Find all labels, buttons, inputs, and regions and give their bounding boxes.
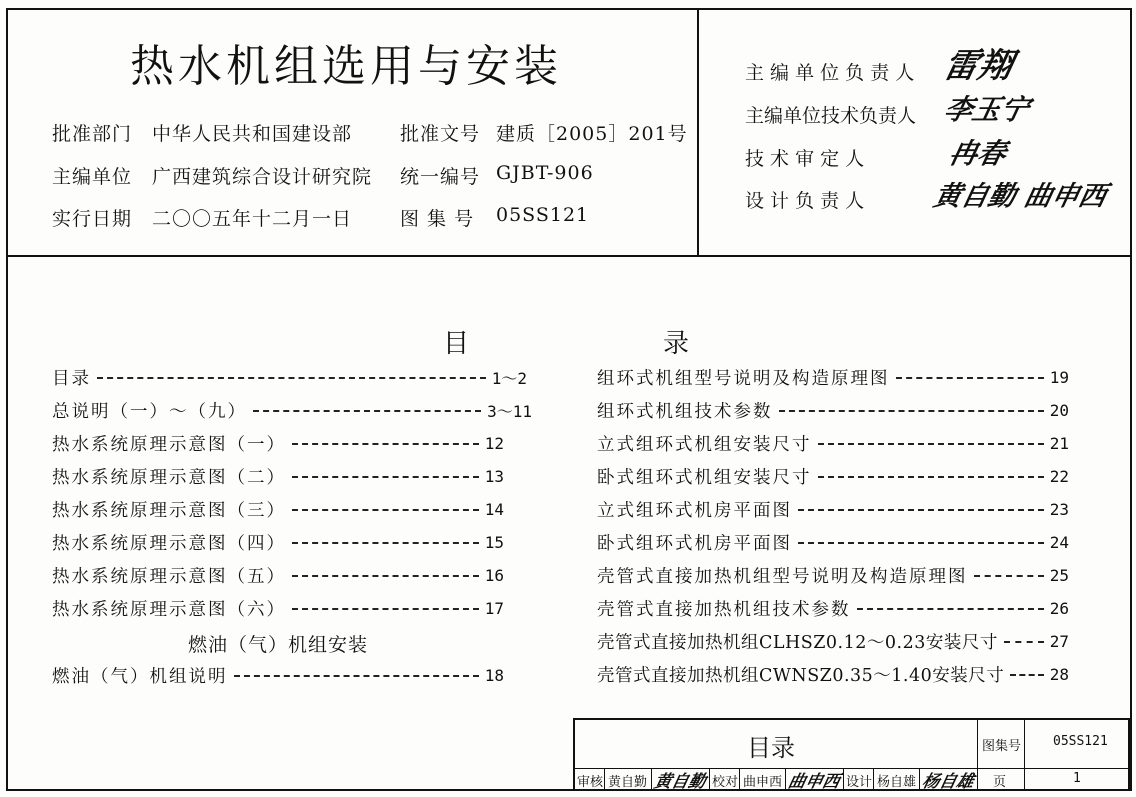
signature-chief-unit-head: 雷翔 — [940, 46, 1017, 86]
meta-value-atlas-no: 05SS121 — [496, 204, 590, 226]
meta-value-approval-no: 建质［2005］201号 — [496, 123, 688, 145]
title-block-col-divider — [843, 768, 844, 791]
toc-item-title: 目录 — [52, 368, 91, 389]
toc-item[interactable] — [597, 365, 1069, 389]
toc-item[interactable] — [52, 464, 504, 488]
signature-chief-tech-head: 李玉宁 — [941, 93, 1033, 126]
title-block-col-divider — [873, 768, 874, 791]
toc-item[interactable] — [597, 497, 1069, 521]
toc-leader — [292, 542, 479, 544]
toc-item-page: 25 — [1049, 565, 1069, 585]
toc-item[interactable] — [597, 629, 1069, 653]
document-title: 热水机组选用与安装 — [130, 41, 562, 92]
toc-item-page: 13 — [484, 466, 504, 486]
toc-leader — [896, 377, 1044, 379]
toc-item-title: 燃油（气）机组说明 — [52, 666, 228, 687]
toc-heading-left: 目 — [443, 329, 470, 359]
toc-item[interactable] — [597, 563, 1069, 587]
toc-item[interactable] — [52, 596, 504, 620]
role-chief-unit-head: 主 编 单 位 负 责 人 — [745, 62, 915, 84]
title-block-atlas-label: 图集号 — [982, 739, 1022, 754]
signature-technical-reviewer: 冉春 — [946, 137, 1010, 170]
toc-item-title: 组环式机组技术参数 — [597, 401, 773, 422]
toc-leader — [292, 608, 479, 610]
meta-label-unified-no: 统一编号 — [400, 166, 481, 188]
meta-label-chief-unit: 主编单位 — [52, 166, 133, 188]
toc-item-page: 18 — [484, 665, 504, 685]
toc-leader — [292, 575, 479, 577]
toc-leader — [292, 443, 479, 445]
toc-leader — [818, 476, 1044, 478]
toc-item[interactable] — [597, 431, 1069, 455]
toc-item-page: 17 — [484, 598, 504, 618]
meta-label-effective-date: 实行日期 — [52, 208, 133, 230]
toc-leader — [97, 377, 486, 379]
title-block-col-divider — [1024, 720, 1025, 791]
header-divider — [6, 255, 1132, 257]
toc-item-page: 12 — [484, 433, 504, 453]
toc-leader — [1004, 641, 1044, 643]
toc-leader — [818, 443, 1044, 445]
header-column-divider — [697, 8, 699, 256]
toc-heading-right: 录 — [663, 329, 690, 359]
meta-value-chief-unit: 广西建筑综合设计研究院 — [152, 166, 373, 188]
toc-item-title: 热水系统原理示意图（三） — [52, 500, 286, 521]
toc-item-title: 立式组环式机组安装尺寸 — [597, 434, 812, 455]
toc-leader — [292, 476, 479, 478]
toc-item[interactable] — [52, 663, 504, 687]
toc-item-page: 22 — [1049, 466, 1069, 486]
design-label: 设计 — [846, 775, 873, 790]
title-block-atlas-no: 05SS121 — [1053, 734, 1108, 749]
title-block-col-divider — [709, 768, 710, 791]
signature-design-head: 黄自勤 曲申西 — [931, 181, 1110, 212]
meta-value-approving-dept: 中华人民共和国建设部 — [152, 123, 353, 145]
toc-item-page: 15 — [484, 532, 504, 552]
toc-item-title: 总说明（一）～（九） — [52, 401, 247, 422]
role-chief-tech-head: 主编单位技术负责人 — [745, 105, 917, 127]
toc-item[interactable] — [597, 530, 1069, 554]
check-name: 曲申西 — [743, 775, 783, 790]
toc-item[interactable] — [597, 398, 1069, 422]
toc-item-title: 壳管式直接加热机组CLHSZ0.12～0.23安装尺寸 — [597, 632, 998, 653]
meta-label-approval-no: 批准文号 — [400, 123, 481, 145]
toc-item-title: 壳管式直接加热机组型号说明及构造原理图 — [597, 566, 968, 587]
toc-item-title: 立式组环式机房平面图 — [597, 500, 792, 521]
toc-item-page: 20 — [1049, 400, 1069, 420]
toc-item-title: 热水系统原理示意图（四） — [52, 533, 286, 554]
toc-item-title: 卧式组环式机房平面图 — [597, 533, 792, 554]
page-label: 页 — [993, 775, 1007, 790]
toc-item-page: 3～11 — [487, 401, 532, 421]
toc-item-title: 热水系统原理示意图（一） — [52, 434, 286, 455]
toc-leader — [974, 575, 1044, 577]
title-block-col-divider — [739, 768, 740, 791]
review-label: 审核 — [577, 775, 604, 790]
role-design-head: 设 计 负 责 人 — [745, 190, 865, 212]
review-signature: 黄自勤 — [652, 772, 708, 792]
toc-item[interactable] — [52, 398, 532, 422]
toc-leader — [798, 509, 1044, 511]
meta-value-unified-no: GJBT-906 — [496, 162, 594, 184]
design-signature: 杨自雄 — [920, 772, 976, 792]
review-name: 黄自勤 — [608, 775, 648, 790]
toc-item-page: 23 — [1049, 499, 1069, 519]
toc-item-title: 热水系统原理示意图（二） — [52, 467, 286, 488]
check-signature: 曲申西 — [786, 772, 842, 792]
toc-item-title: 卧式组环式机组安装尺寸 — [597, 467, 812, 488]
title-block-col-divider — [919, 768, 920, 791]
toc-item[interactable] — [52, 530, 504, 554]
toc-item[interactable] — [597, 662, 1069, 686]
toc-item-title: 组环式机组型号说明及构造原理图 — [597, 368, 890, 389]
title-block-name: 目录 — [747, 734, 795, 762]
meta-label-approving-dept: 批准部门 — [52, 123, 133, 145]
title-block-col-divider — [604, 768, 605, 791]
toc-leader — [798, 542, 1044, 544]
toc-item[interactable] — [52, 563, 504, 587]
toc-item-page: 16 — [484, 565, 504, 585]
toc-item[interactable] — [52, 365, 527, 389]
toc-item[interactable] — [597, 464, 1069, 488]
toc-item-page: 28 — [1049, 664, 1069, 684]
toc-leader — [857, 608, 1044, 610]
check-label: 校对 — [712, 775, 739, 790]
toc-item[interactable] — [52, 497, 504, 521]
toc-leader — [779, 410, 1044, 412]
toc-item[interactable] — [597, 596, 1069, 620]
title-block-col-divider — [977, 720, 978, 791]
toc-item-title: 热水系统原理示意图（五） — [52, 566, 286, 587]
toc-item-page: 19 — [1049, 367, 1069, 387]
role-technical-reviewer: 技 术 审 定 人 — [745, 148, 865, 170]
toc-item-page: 26 — [1049, 598, 1069, 618]
title-block-col-divider — [651, 768, 652, 791]
toc-item-page: 14 — [484, 499, 504, 519]
toc-item-page: 21 — [1049, 433, 1069, 453]
toc-leader — [292, 509, 479, 511]
toc-leader — [234, 675, 479, 677]
toc-item[interactable] — [52, 431, 504, 455]
toc-section-heading: 燃油（气）机组安装 — [188, 634, 369, 656]
design-name: 杨自雄 — [877, 775, 917, 790]
title-block-col-divider — [785, 768, 786, 791]
toc-item-page: 24 — [1049, 532, 1069, 552]
page-number: 1 — [1073, 771, 1081, 786]
toc-item-page: 27 — [1049, 631, 1069, 651]
toc-leader — [1010, 674, 1043, 676]
toc-item-title: 热水系统原理示意图（六） — [52, 599, 286, 620]
title-block — [573, 718, 1130, 792]
meta-value-effective-date: 二〇〇五年十二月一日 — [152, 208, 353, 230]
toc-leader — [253, 410, 481, 412]
toc-item-title: 壳管式直接加热机组技术参数 — [597, 599, 851, 620]
toc-item-page: 1～2 — [491, 368, 527, 388]
meta-label-atlas-no: 图 集 号 — [400, 208, 475, 230]
toc-item-title: 壳管式直接加热机组CWNSZ0.35～1.40安装尺寸 — [597, 665, 1005, 686]
